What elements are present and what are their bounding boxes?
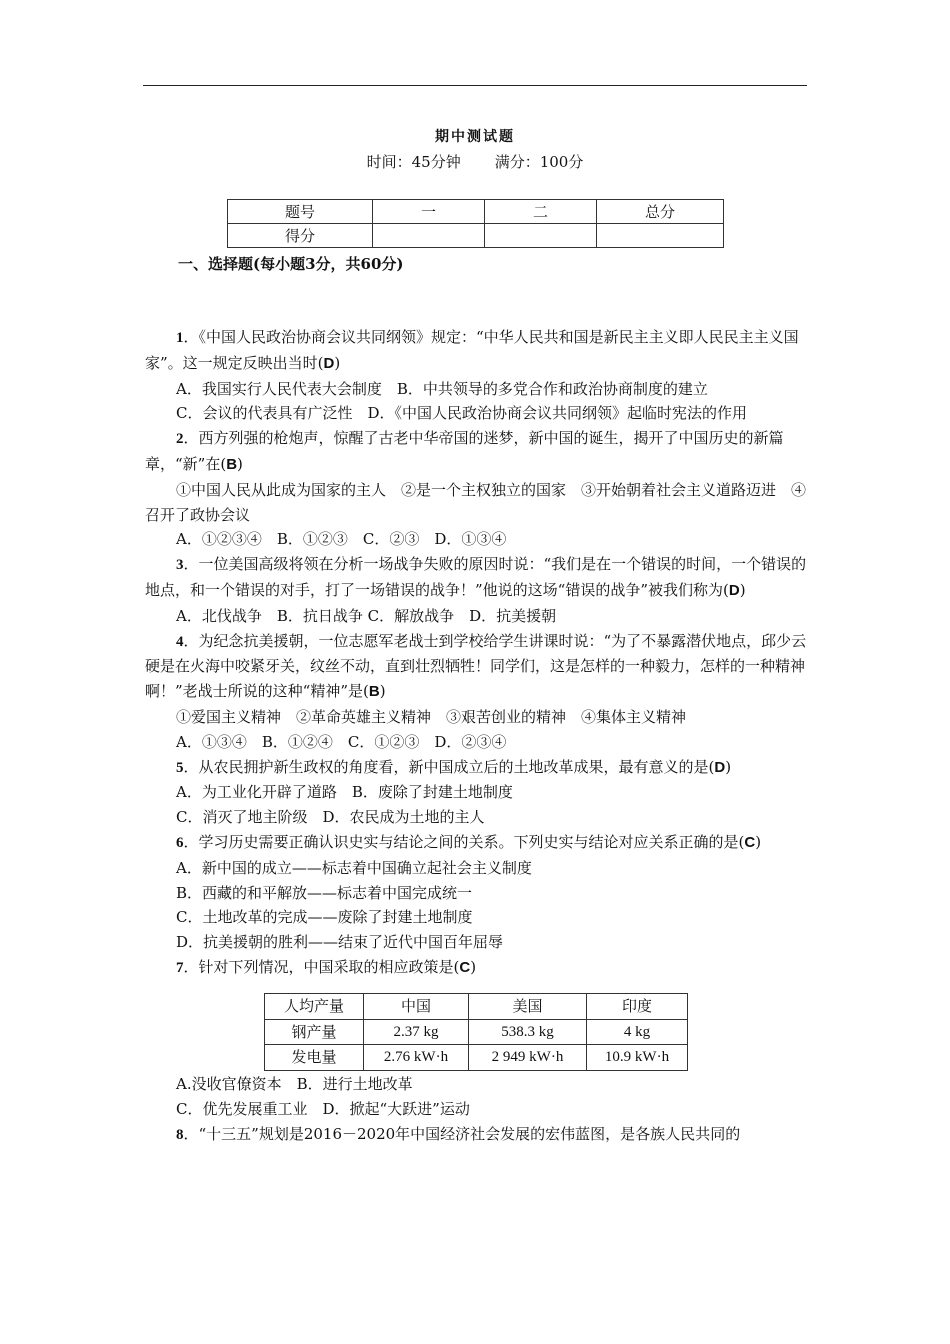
option-line: A．北伐战争 B．抗日战争 C．解放战争 D．抗美援朝	[176, 606, 557, 625]
option-line: C．优先发展重工业 D．掀起“大跃进”运动	[176, 1099, 470, 1118]
statement-line: ①爱国主义精神 ②革命英雄主义精神 ③艰苦创业的精神 ④集体主义精神	[176, 707, 687, 726]
option-line: A．①③④ B．①②④ C．①②③ D．②③④	[176, 732, 507, 751]
section-title: 一、选择题(每小题3分，共60分)	[178, 255, 404, 273]
question-3	[145, 552, 811, 604]
answer: D	[728, 581, 740, 599]
score-table-header: 总分	[597, 200, 724, 224]
score-table	[227, 199, 724, 248]
question-number: 1	[176, 330, 184, 346]
exam-info	[0, 151, 950, 172]
question-number: 8	[176, 1126, 184, 1143]
question-stem: ．《中国人民政治协商会议共同纲领》规定：“中华人民共和国是新民主主义即人民民主主义国家”。这一规定反映出当时(	[145, 328, 799, 372]
score-cell	[597, 224, 724, 248]
question-stem: ．“十三五”规划是2016－2020年中国经济社会发展的宏伟蓝图，是各族人民共同的	[183, 1124, 741, 1143]
page-title: 期中测试题	[435, 129, 515, 145]
answer: D	[323, 354, 335, 372]
table-cell: 2 949 kW·h	[469, 1045, 587, 1071]
option-line: A．我国实行人民代表大会制度 B．中共领导的多党合作和政治协商制度的建立	[176, 379, 708, 398]
close-paren: )	[739, 580, 746, 599]
exam-full-score: 满分：100分	[494, 153, 584, 171]
option-line: A．新中国的成立——标志着中国确立起社会主义制度	[176, 858, 532, 877]
score-table-header-row	[228, 200, 724, 224]
score-table-header: 二	[485, 200, 597, 224]
question-stem: ．学习历史需要正确认识史实与结论之间的关系。下列史实与结论对应关系正确的是(	[183, 832, 745, 851]
statement-line: ①中国人民从此成为国家的主人 ②是一个主权独立的国家 ③开始朝着社会主义道路迈进 ④召开了政协会议	[145, 480, 807, 524]
score-row-label: 得分	[228, 224, 373, 248]
score-cell	[373, 224, 485, 248]
option-line: C．土地改革的完成——废除了封建土地制度	[176, 908, 473, 927]
production-table-header: 中国	[364, 993, 469, 1019]
option-line: D．抗美援朝的胜利——结束了近代中国百年屈辱	[176, 933, 504, 952]
header-rule	[143, 85, 807, 86]
table-row	[265, 1045, 688, 1071]
question-stem: ．西方列强的枪炮声，惊醒了古老中华帝国的迷梦，新中国的诞生，揭开了中国历史的新篇章，“新”在(	[145, 429, 784, 473]
exam-time: 时间：45分钟	[366, 153, 461, 171]
close-paren: )	[725, 757, 732, 776]
question-number: 7	[176, 959, 184, 976]
score-table-header: 题号	[228, 200, 373, 224]
answer: B	[226, 455, 238, 473]
table-cell: 2.76 kW·h	[364, 1045, 469, 1071]
table-row	[265, 1019, 688, 1045]
option-line: A．为工业化开辟了道路 B．废除了封建土地制度	[176, 783, 513, 802]
table-cell: 538.3 kg	[469, 1019, 587, 1045]
option-line: B．西藏的和平解放——标志着中国完成统一	[176, 883, 473, 902]
question-6	[145, 830, 811, 856]
question-4	[145, 629, 811, 705]
score-table-header: 一	[373, 200, 485, 224]
option-line: C．会议的代表具有广泛性 D．《中国人民政治协商会议共同纲领》起临时宪法的作用	[176, 404, 748, 423]
question-number: 6	[176, 834, 184, 851]
option-line: A.没收官僚资本 B．进行土地改革	[176, 1075, 413, 1094]
production-table-header: 人均产量	[265, 993, 364, 1019]
option-line: C．消灭了地主阶级 D．农民成为土地的主人	[176, 808, 485, 827]
question-number: 3	[176, 557, 184, 574]
question-number: 4	[176, 633, 184, 650]
question-stem: ．针对下列情况，中国采取的相应政策是(	[183, 957, 460, 976]
production-table-header: 美国	[469, 993, 587, 1019]
score-cell	[485, 224, 597, 248]
question-2	[145, 426, 811, 478]
answer: C	[744, 833, 756, 851]
row-label: 发电量	[265, 1045, 364, 1071]
close-paren: )	[334, 353, 341, 372]
production-table-header: 印度	[587, 993, 688, 1019]
question-stem: ．为纪念抗美援朝，一位志愿军老战士到学校给学生讲课时说：“为了不暴露潜伏地点，邱少云硬是在火海中咬紧牙关，纹丝不动，直到壮烈牺牲！同学们，这是怎样的一种毅力，怎样的一种精神啊！”老战士所说的这种“精神”是(	[145, 631, 807, 701]
score-table-score-row	[228, 224, 724, 248]
table-cell: 10.9 kW·h	[587, 1045, 688, 1071]
close-paren: )	[470, 957, 477, 976]
close-paren: )	[237, 454, 243, 473]
close-paren: )	[755, 832, 762, 851]
answer: D	[714, 758, 726, 776]
question-number: 2	[176, 431, 184, 448]
question-1	[145, 325, 811, 377]
question-number: 5	[176, 759, 184, 776]
option-line: A．①②③④ B．①②③ C．②③ D．①③④	[176, 530, 507, 549]
question-list	[145, 325, 811, 1148]
answer: B	[368, 683, 380, 701]
table-cell: 2.37 kg	[364, 1019, 469, 1045]
table-cell: 4 kg	[587, 1019, 688, 1045]
row-label: 钢产量	[265, 1019, 364, 1045]
question-stem: ．一位美国高级将领在分析一场战争失败的原因时说：“我们是在一个错误的时间，一个错误的地点，和一个错误的对手，打了一场错误的战争！”他说的这场“错误的战争”被我们称为(	[145, 555, 807, 599]
question-8	[145, 1122, 811, 1148]
question-7	[145, 955, 811, 981]
close-paren: )	[379, 682, 386, 701]
production-table	[264, 993, 688, 1071]
question-5	[145, 755, 811, 781]
question-stem: ．从农民拥护新生政权的角度看，新中国成立后的土地改革成果，最有意义的是(	[183, 757, 715, 776]
answer: C	[459, 958, 471, 976]
production-table-header-row	[265, 993, 688, 1019]
